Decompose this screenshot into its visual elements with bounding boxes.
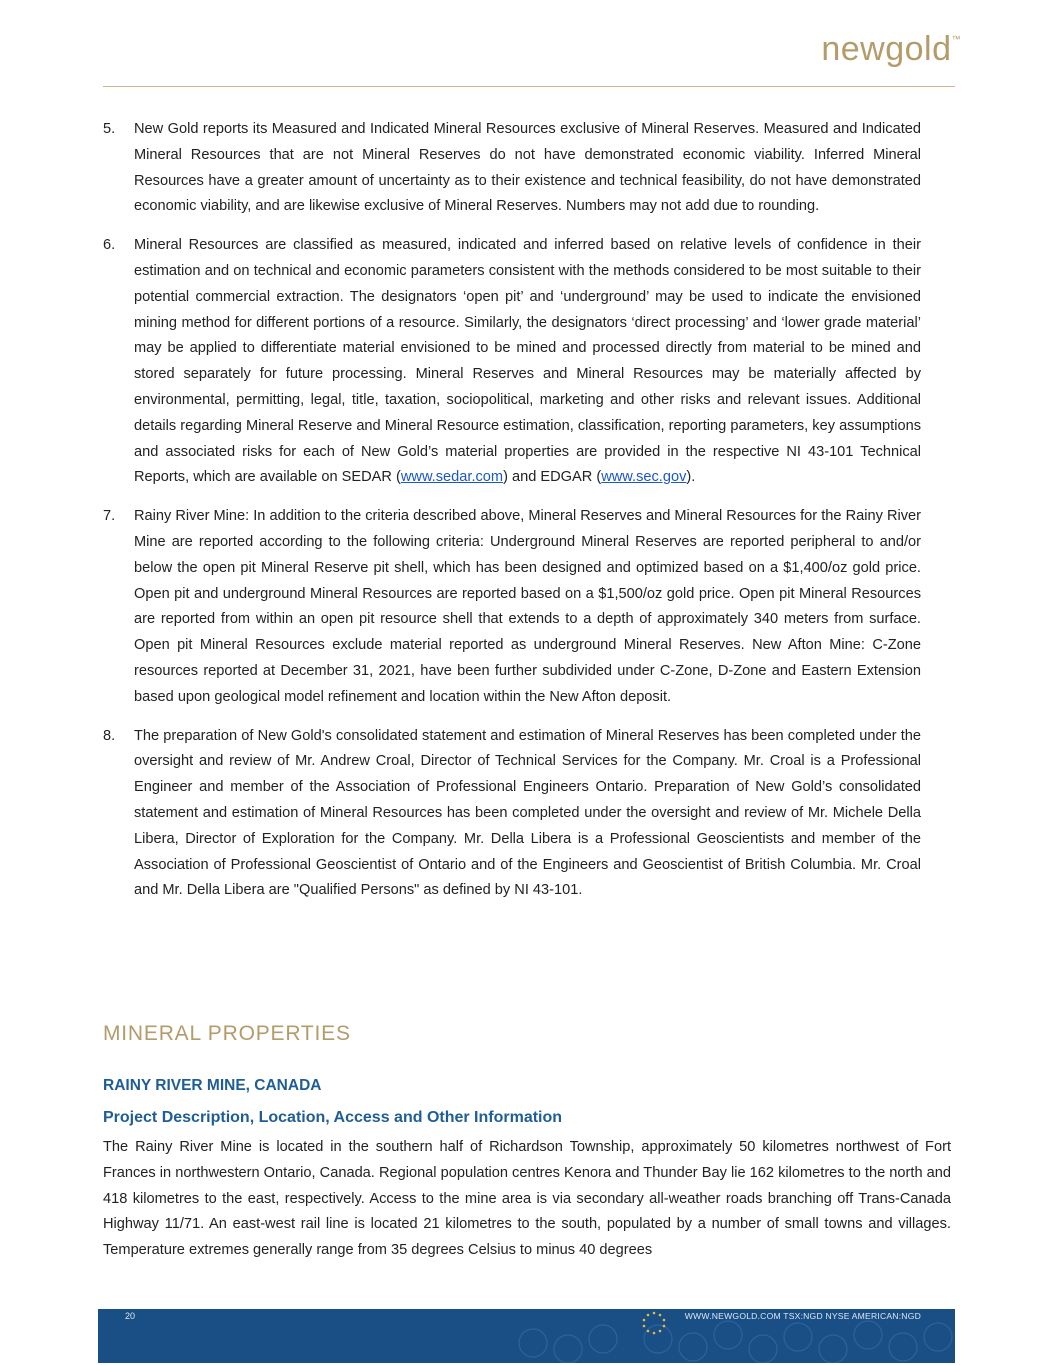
note-text: The preparation of New Gold's consolidated statement and estimation of Mineral Reserves has been completed under the oversight and review of Mr. Andrew Croal, Director of Technical Services for the Company. Mr. Croal is a Professional Engineer and member of the Association of Professional Engineers Ontario. Preparation of New Gold’s consolidated statement and estimation of Mineral Resources has been completed under the oversight and review of Mr. Michele Della Libera, Director of Exploration for the Company. Mr. Della Libera is a Professional Geoscientists and member of the Association of Professional Geoscientist of Ontario and of the Engineers and Geoscientist of British Columbia. Mr. Croal and Mr. Della Libera are "Qualified Persons" as defined by NI 43-101.: [134, 727, 921, 899]
sedar-link[interactable]: www.sedar.com: [400, 469, 504, 486]
note-7: [103, 504, 921, 710]
project-description-heading: Project Description, Location, Access and Other Information: [103, 1109, 563, 1126]
logo-trademark: ™: [951, 34, 961, 44]
project-description-paragraph: The Rainy River Mine is located in the southern half of Richardson Township, approximately 50 kilometres northwest of Fort Frances in northwestern Ontario, Canada. Regional population centres Kenora and Thunder Bay lie 162 kilometres to the north and 418 kilometres to the east, respectively. Access to the mine area is via secondary all-weather roads branching off Trans-Canada Highway 11/71. An east-west rail line is located 21 kilometres to the south, populated by a number of small towns and villages. Temperature extremes generally range from 35 degrees Celsius to minus 40 degrees: [103, 1139, 951, 1259]
note-text-mid: ) and EDGAR (: [503, 469, 602, 486]
section-title: MINERAL PROPERTIES: [103, 1022, 351, 1045]
note-text: Mineral Resources are classified as measured, indicated and inferred based on relative levels of confidence in their estimation and on technical and economic parameters consistent with the methods considered to be most suitable to their potential commercial extraction. The designators ‘open pit’ and ‘underground’ may be used to indicate the envisioned mining method for different portions of a resource. Similarly, the designators ‘direct processing’ and ‘lower grade material’ may be applied to differentiate material envisioned to be mined and processed directly from material to be mined and stored separately for future processing. Mineral Reserves and Mineral Resources may be materially affected by environmental, permitting, legal, title, taxation, sociopolitical, marketing and other risks and relevant issues. Additional details regarding Mineral Reserve and Mineral Resource estimation, classification, reporting parameters, key assumptions and associated risks for each of New Gold’s material properties are provided in the respective NI 43-101 Technical Reports, which are available on SEDAR (: [134, 237, 921, 486]
page-number: 20: [125, 1311, 136, 1321]
note-number: 8.: [103, 727, 116, 744]
note-number: 6.: [103, 237, 116, 254]
header-divider: [103, 86, 955, 87]
sun-emblem-icon: [639, 1309, 669, 1335]
note-8: [103, 724, 921, 905]
sec-link[interactable]: www.sec.gov: [601, 469, 687, 486]
footer-contact-text: WWW.NEWGOLD.COM TSX:NGD NYSE AMERICAN:NGD: [684, 1311, 921, 1321]
note-text: Rainy River Mine: In addition to the criteria described above, Mineral Reserves and Mineral Resources for the Rainy River Mine are reported according to the following criteria: Underground Mineral Reserves are reported peripheral to and/or below the open pit Mineral Reserve pit shell, which has been designed and optimized based on a $1,400/oz gold price. Open pit and underground Mineral Resources are reported based on a $1,500/oz gold price. Open pit Mineral Resources are reported from within an open pit resource shell that extends to a depth of approximately 340 meters from surface. Open pit Mineral Resources exclude material reported as underground Mineral Reserves. New Afton Mine: C-Zone resources reported at December 31, 2021, have been further subdivided under C-Zone, D-Zone and Eastern Extension based upon geological model refinement and location within the New Afton deposit.: [134, 508, 921, 705]
note-5: [103, 117, 921, 220]
note-6: [103, 233, 921, 491]
note-text: New Gold reports its Measured and Indicated Mineral Resources exclusive of Mineral Reserves. Measured and Indicated Mineral Resources that are not Mineral Reserves do not have demonstrated economic viability. Inferred Mineral Resources have a greater amount of uncertainty as to their existence and technical feasibility, do not have demonstrated economic viability, and are likewise exclusive of Mineral Reserves. Numbers may not add due to rounding.: [134, 121, 921, 215]
logo-text: newgold: [821, 30, 952, 68]
note-text-end: ).: [686, 469, 696, 486]
note-number: 7.: [103, 508, 116, 525]
footnotes-list: [103, 117, 921, 917]
note-number: 5.: [103, 121, 116, 137]
mine-heading: RAINY RIVER MINE, CANADA: [103, 1077, 322, 1094]
newgold-logo: [821, 30, 961, 69]
page-footer: [98, 1309, 955, 1363]
